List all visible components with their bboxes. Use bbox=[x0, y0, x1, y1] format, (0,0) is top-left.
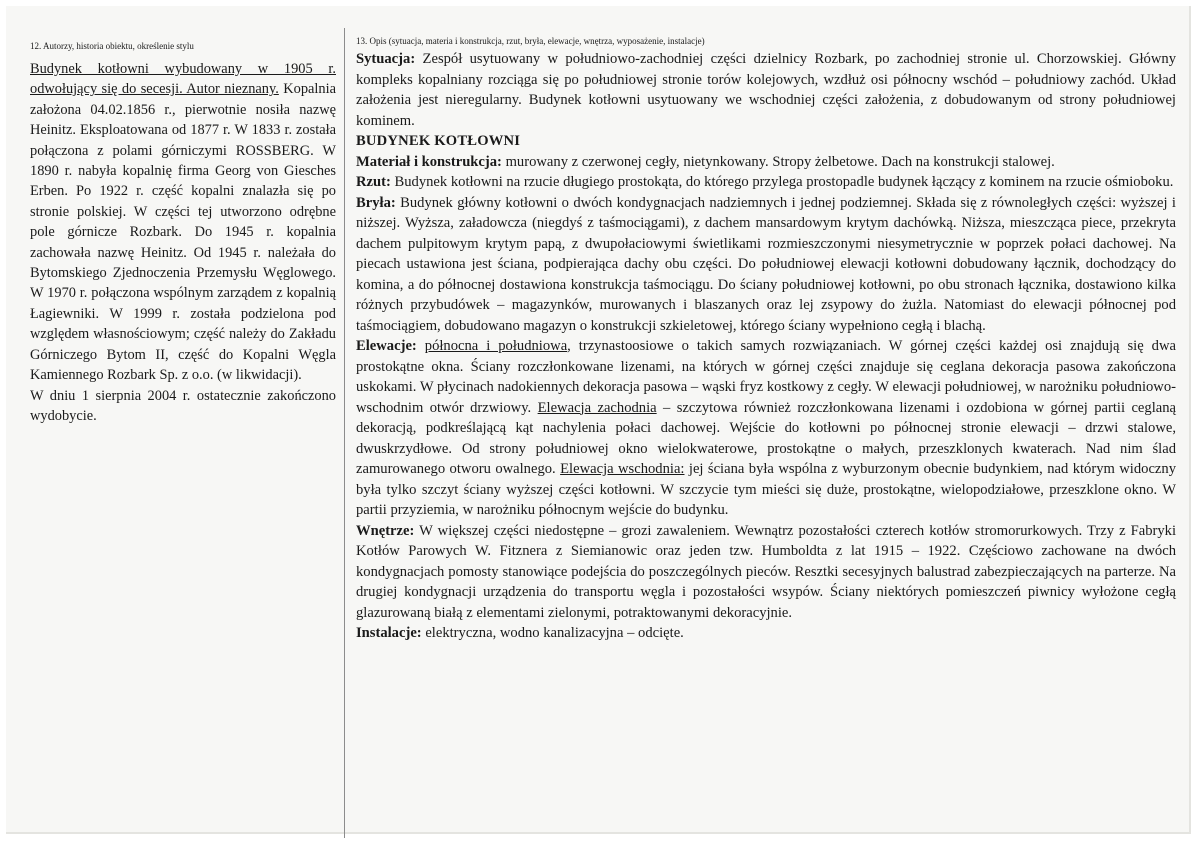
rzut-text: Budynek kotłowni na rzucie długiego prostokąta, do którego przylega prostopadle budynek łączący z kominem na rzucie ośmioboku. bbox=[390, 174, 1174, 190]
history-body: Kopalnia założona 04.02.1856 r., pierwotnie nosiła nazwę Heinitz. Eksploatowana od 1877 r. W 1833 r. została połączona z polami górniczymi ROSSBERG. W 1890 r. nabyła kopalnię firma Georg von Giesches Erben. Po 1922 r. część kopalni znalazła się po stronie polskiej. W części tej utworzono odrębne pole górnicze Rozbark. Do 1945 r. kopalnia zachowała nazwę Heinitz. Od 1945 r. należała do Bytomskiego Zjednoczenia Przemysłu Węglowego. W 1970 r. połączona wspólnym zarządem z kopalnią Łagiewniki. W 1999 r. została podzielona pod względem własnościowym; część należy do Zakładu Górniczego Bytom II, część do Kopalni Węgla Kamiennego Rozbark Sp. z o.o. (w likwidacji). bbox=[30, 81, 336, 384]
sytuacja-label: Sytuacja: bbox=[356, 51, 416, 67]
instalacje-text: elektryczna, wodno kanalizacyjna – odcięte. bbox=[421, 625, 684, 641]
material-text: murowany z czerwonej cegły, nietynkowany. Stropy żelbetowe. Dach na konstrukcji stalowej. bbox=[501, 153, 1055, 170]
bryla-label: Bryła: bbox=[356, 194, 396, 211]
section-13-heading: 13. Opis (sytuacja, materia i konstrukcja, rzut, bryła, elewacje, wnętrza, wyposażenie, instalacje) bbox=[356, 36, 705, 46]
wnetrze-label: Wnętrze: bbox=[356, 522, 415, 539]
left-column bbox=[30, 40, 336, 426]
section-12-heading: 12. Autorzy, historia obiektu, określenie stylu bbox=[30, 41, 194, 51]
elewacje-label: Elewacje: bbox=[356, 338, 417, 354]
right-column bbox=[356, 35, 1176, 644]
building-title: BUDYNEK KOTŁOWNI bbox=[356, 133, 521, 149]
history-intro: Budynek kotłowni wybudowany w 1905 r. odwołujący się do secesji. Autor nieznany. bbox=[30, 61, 336, 98]
sytuacja-paragraph bbox=[356, 49, 1176, 131]
east-elevation-label: Elewacja wschodnia: bbox=[560, 461, 685, 477]
elewacje-text-2: – szczytowa również rozczłonkowana lizenami i ozdobiona w górnej partii ceglaną dekoracją, podkreślającą kąt nachylenia połaci dachowej. Wejście do kotłowni po północnej stronie elewacji – drzwi stalowe, dwuskrzydłowe. Od strony południowej okno wielokwaterowe, prostokątne o małych, przeszklonych kwaterach. Nad nim ślad zamurowanego otworu owalnego. bbox=[356, 399, 1176, 477]
west-elevation-label: Elewacja zachodnia bbox=[537, 399, 657, 416]
wnetrze-paragraph bbox=[356, 521, 1176, 624]
wnetrze-text: W większej części niedostępne – grozi zawaleniem. Wewnątrz pozostałości czterech kotłów stromorurkowych. Trzy z Fabryki Kotłów Parowych W. Fitznera z Siemianowic oraz jeden tzw. Humboldta z lat 1915 – 1922. Częściowo zachowane na dwóch kondygnacjach pomosty stanowiące podejścia do poszczególnych pieców. Resztki secesyjnych balustrad zabezpieczających na parterze. Na drugiej kondygnacji urządzenia do transportu węgla i pozostałości wsypów. Ściany niektórych pomieszczeń piwnicy wyłożone cegłą glazurowaną białą z elementami zielonymi, potraktowanymi dekoracyjnie. bbox=[356, 522, 1176, 621]
bryla-text: Budynek główny kotłowni o dwóch kondygnacjach nadziemnych i jednej podziemnej. Składa się z równoległych części: wyższej i niższej. Wyższa, załadowcza (niegdyś z taśmociągami), z dachem mansardowym krytym dachówką. Niższa, mieszcząca piece, przekryta dachem pulpitowym krytym papą, z dwupołaciowymi świetlikami rozmieszczonymi niesymetrycznie w poprzek połaci dachowej. Na piecach ustawiona jest ściana, podpierająca dachy obu części. Do południowej elewacji kotłowni dobudowany łącznik, dochodzący do komina, a do północnej dostawiona konstrukcja taśmociągu. Do ściany południowej kotłowni, po obu stronach łącznika, dostawiono kilka różnych przybudówek – magazynków, murowanych i blaszanych oraz lej zsypowy do żużla. Natomiast do elewacji północnej pod taśmociągiem, dobudowano magazyn o konstrukcji szkieletowej, którego ściany wypełniono cegłą i blachą. bbox=[356, 194, 1176, 334]
history-closing: W dniu 1 sierpnia 2004 r. ostatecznie zakończono wydobycie. bbox=[30, 387, 336, 424]
sytuacja-text: Zespół usytuowany w południowo-zachodniej części dzielnicy Rozbark, po zachodniej stronie ul. Chorzowskiej. Główny kompleks kopalniany rozciąga się po południowej stronie torów kolejowych, wzdłuż osi północny wschód – południowy zachód. Układ założenia jest nieregularny. Budynek kotłowni usytuowany we wschodniej części założenia, z dobudowanym od strony południowej kominem. bbox=[356, 51, 1176, 129]
north-south-label: północna i południowa bbox=[424, 338, 568, 354]
material-label: Materiał i konstrukcja: bbox=[356, 153, 502, 170]
instalacje-label: Instalacje: bbox=[356, 625, 422, 641]
instalacje-paragraph bbox=[356, 623, 1176, 644]
elewacje-text-3: jej ściana była wspólna z wyburzonym obecnie budynkiem, nad którym widoczny była tylko szczyt ściany wyższej części kotłowni. W szczycie tym mieści się duże, prostokątne, wielopodziałowe, przeszklone okno. W partii przyziemia, w narożniku północnym wejście do budynku. bbox=[356, 461, 1176, 518]
bryla-paragraph bbox=[356, 193, 1176, 337]
material-paragraph bbox=[356, 152, 1176, 173]
column-divider bbox=[344, 28, 345, 838]
rzut-label: Rzut: bbox=[356, 174, 391, 190]
history-text bbox=[30, 59, 336, 386]
elewacje-text-1: , trzynastoosiowe o takich samych rozwiązaniach. W górnej części każdej osi znajdują się dwa prostokątne okna. Ściany rozczłonkowane lizenami, na których w górnej części znajduje się ceglana dekoracja pasowa zakończona uskokami. W płycinach nadokiennych dekoracja pasowa – wąski fryz kostkowy z cegły. W elewacji południowej, w narożniku południowo-wschodnim otwór drzwiowy. bbox=[356, 338, 1176, 416]
rzut-paragraph bbox=[356, 172, 1176, 193]
elewacje-paragraph bbox=[356, 336, 1176, 521]
